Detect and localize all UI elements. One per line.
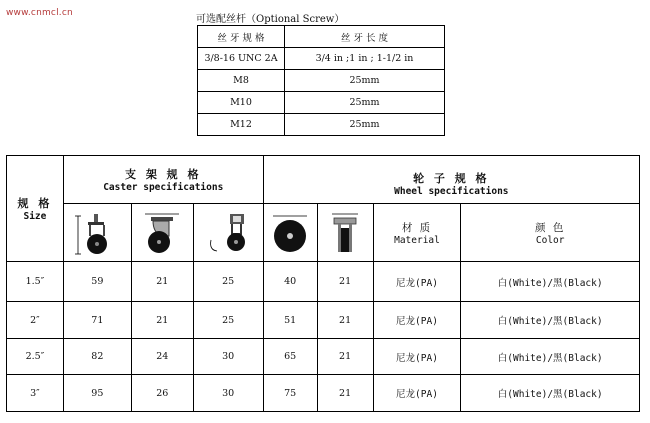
- table-cell: 25mm: [285, 114, 445, 136]
- table-cell: 25: [193, 262, 263, 302]
- size-header: [7, 156, 64, 262]
- table-row: [7, 375, 640, 412]
- table-cell: 59: [63, 262, 131, 302]
- color-label-cn: 颜 色: [535, 221, 566, 234]
- table-cell: 82: [63, 339, 131, 375]
- table-row: [198, 92, 445, 114]
- table-cell: 21: [317, 375, 373, 412]
- table-cell: 21: [131, 262, 193, 302]
- bracket-offset-icon: [131, 204, 193, 262]
- caster-height-icon: [63, 204, 131, 262]
- caster-spec-cn: 支 架 规 格: [125, 168, 202, 181]
- table-cell: 21: [317, 339, 373, 375]
- table-cell: 25mm: [285, 70, 445, 92]
- material-header: [373, 204, 461, 262]
- color-label-en: Color: [535, 234, 565, 246]
- table-cell: 3/4 in ;1 in ; 1-1/2 in: [285, 48, 445, 70]
- size-label-cn: 规 格: [17, 197, 53, 210]
- table-cell: 21: [317, 262, 373, 302]
- table-row: [7, 302, 640, 339]
- wheel-spec-cn: 轮 子 规 格: [413, 172, 490, 185]
- table-row: [198, 26, 445, 48]
- size-cell: 2″: [7, 302, 64, 339]
- size-cell: 2.5″: [7, 339, 64, 375]
- material-cell: 尼龙(PA): [373, 339, 461, 375]
- wheel-spec-header: [263, 156, 639, 204]
- table-cell: 25: [193, 302, 263, 339]
- color-cell: 白(White)/黑(Black): [461, 302, 640, 339]
- color-cell: 白(White)/黑(Black): [461, 339, 640, 375]
- table-cell: 75: [263, 375, 317, 412]
- table-cell: 65: [263, 339, 317, 375]
- plate-size-icon: [193, 204, 263, 262]
- wheel-spec-en: Wheel specifications: [394, 186, 509, 197]
- caster-spec-header: [63, 156, 263, 204]
- table-cell: M12: [198, 114, 285, 136]
- material-label-en: Material: [394, 234, 440, 246]
- table-row: [7, 204, 640, 262]
- table-cell: 24: [131, 339, 193, 375]
- table-cell: 71: [63, 302, 131, 339]
- table-row: [198, 48, 445, 70]
- material-cell: 尼龙(PA): [373, 302, 461, 339]
- table-row: [7, 339, 640, 375]
- table-cell: 30: [193, 375, 263, 412]
- table-row: [198, 114, 445, 136]
- table-cell: 3/8-16 UNC 2A: [198, 48, 285, 70]
- table-cell: M10: [198, 92, 285, 114]
- table-cell: 30: [193, 339, 263, 375]
- size-label-en: Size: [23, 211, 47, 222]
- table-cell: 95: [63, 375, 131, 412]
- watermark: www.cnmcl.cn: [6, 8, 73, 18]
- table-cell: 51: [263, 302, 317, 339]
- table-cell: 26: [131, 375, 193, 412]
- screw-table-title: 可选配丝杆（Optional Screw）: [196, 14, 345, 25]
- caster-spec-en: Caster specifications: [103, 182, 224, 193]
- material-label-cn: 材 质: [401, 221, 433, 234]
- size-cell: 1.5″: [7, 262, 64, 302]
- color-header: [461, 204, 640, 262]
- header-thread-length: 丝 牙 长 度: [285, 26, 445, 48]
- color-cell: 白(White)/黑(Black): [461, 375, 640, 412]
- table-row: [198, 70, 445, 92]
- table-cell: 25mm: [285, 92, 445, 114]
- optional-screw-table: [197, 25, 445, 136]
- material-cell: 尼龙(PA): [373, 375, 461, 412]
- header-thread-spec: 丝 牙 规 格: [198, 26, 285, 48]
- table-row: [7, 262, 640, 302]
- table-cell: 21: [317, 302, 373, 339]
- color-cell: 白(White)/黑(Black): [461, 262, 640, 302]
- table-row: [7, 156, 640, 204]
- wheel-diameter-icon: [263, 204, 317, 262]
- size-cell: 3″: [7, 375, 64, 412]
- material-cell: 尼龙(PA): [373, 262, 461, 302]
- table-cell: 40: [263, 262, 317, 302]
- table-cell: M8: [198, 70, 285, 92]
- wheel-width-icon: [317, 204, 373, 262]
- caster-spec-table: [6, 155, 640, 412]
- table-cell: 21: [131, 302, 193, 339]
